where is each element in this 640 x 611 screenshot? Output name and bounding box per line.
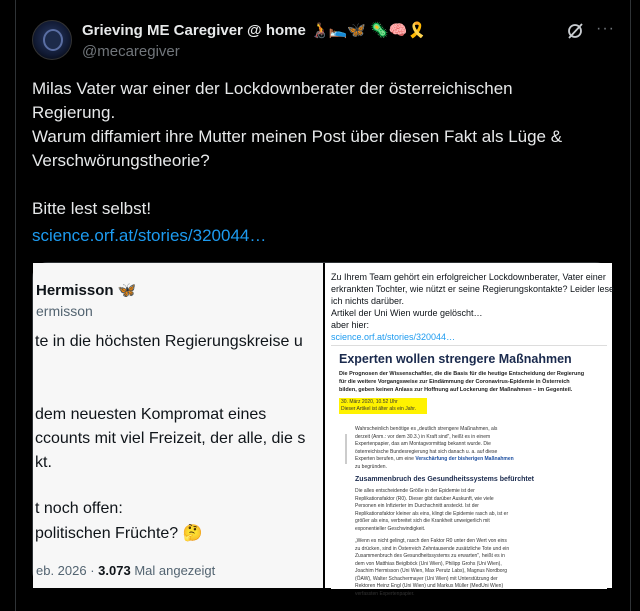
article-inline-link: Verschärfung der bisherigen Maßnahmen xyxy=(415,456,514,462)
para-line: dem von Matthias Beiglböck (Uni Wien), Philipp Grohs (Uni Wien), xyxy=(355,560,502,567)
para-line: Rektoren Heinz Engl (Uni Wien) und Markus Müller (MedUni Wien) xyxy=(355,583,504,589)
grok-icon[interactable] xyxy=(566,22,584,40)
para-line: Replikationsfaktor kleiner als eins, klingt die Epidemie rasch ab, ist er xyxy=(355,510,509,517)
reply-line: erkrankten Tochter, wie nützt er seine Regierungskontakte? Leider lese xyxy=(331,284,614,294)
article-paragraph xyxy=(355,426,600,471)
para-line: derzeit (Anm.: vor dem 30.3.) in Kraft sind", heißt es in einem xyxy=(355,433,491,440)
post-text-line: Warum diffamiert ihre Mutter meinen Post über diesen Fakt als Lüge & xyxy=(32,127,563,146)
para-line: größer als eins, verbreitet sich die Krankheit unweigerlich mit xyxy=(355,518,490,524)
article-paragraph xyxy=(355,538,600,598)
para-line: Personen ein Infizierter im Durchschnitt ansteckt. Ist der xyxy=(355,503,479,509)
quoted-line: kt. xyxy=(35,454,52,471)
reply-text xyxy=(331,271,614,343)
para-line: Expertenpapier, das am Montagvormittag bekannt wurde. Die xyxy=(355,441,491,447)
para-line: Wahrscheinlich benötige es „deutlich strengere Maßnahmen, als xyxy=(355,426,498,432)
display-name[interactable]: Grieving ME Caregiver @ home 🧑‍🦽🛌🦋 🦠🧠🎗️ xyxy=(82,22,427,39)
quoted-name: Hermisson 🦋 xyxy=(36,282,137,299)
quote-bar xyxy=(345,434,347,464)
lead-line: bilden, geben keinen Anlass zur Hoffnung auf Lockerung der Maßnahmen – im Gegenteil. xyxy=(339,387,573,393)
para-line: verfassten Expertenpapier. xyxy=(355,590,415,597)
post-link[interactable]: science.orf.at/stories/320044… xyxy=(32,226,267,245)
quoted-line: politischen Früchte? 🤔 xyxy=(35,525,203,542)
lead-line: Die Prognosen der Wissenschaftler, die die Basis für die heutige Entscheidung der Regierung xyxy=(339,371,585,377)
reply-line: ich nichts darüber. xyxy=(331,296,405,306)
media-attachment[interactable] xyxy=(32,262,614,597)
quoted-line: t noch offen: xyxy=(35,500,123,517)
para-line: Joachim Hermisson (Uni Wien, Max Perutz Labs), Magnus Nordborg xyxy=(355,568,507,574)
user-handle[interactable]: @mecaregiver xyxy=(82,43,180,60)
quoted-date: eb. 2026 · xyxy=(36,563,99,578)
article-lead xyxy=(339,370,604,394)
avatar[interactable] xyxy=(32,20,72,60)
quoted-handle: ermisson xyxy=(36,303,93,319)
quoted-views: 3.073 xyxy=(98,563,131,578)
article-paragraph xyxy=(355,488,600,533)
article-date-box xyxy=(339,398,427,414)
para-line: Zusammenbruch des Gesundheitssystems zu erwarten", heißt es in xyxy=(355,553,505,559)
para-line: „Wenn es nicht gelingt, rasch den Faktor R0 unter den Wert von eins xyxy=(355,538,507,544)
post-text-line: Regierung. xyxy=(32,103,116,122)
post-text-line: Bitte lest selbst! xyxy=(32,199,152,218)
post-text xyxy=(32,77,592,221)
quoted-line: te in die höchsten Regierungskreise u xyxy=(35,333,303,350)
media-image-right[interactable] xyxy=(325,263,614,597)
para-line: zu begründen. xyxy=(355,463,387,470)
post-text-line: Milas Vater war einer der Lockdownberater der österreichischen xyxy=(32,79,513,98)
article-date: 30. März 2020, 10.52 Uhr xyxy=(341,399,398,405)
post-text-line xyxy=(32,173,592,197)
more-icon[interactable]: ··· xyxy=(596,20,615,37)
lead-line: für die weitere Vorgangsweise zur Eindämmung der Coronavirus-Epidemie in Österreich xyxy=(339,379,570,385)
media-image-left[interactable] xyxy=(33,263,323,588)
post-text-line: Verschwörungstheorie? xyxy=(32,151,210,170)
para-line: Die alles entscheidende Größe in der Epidemie ist der xyxy=(355,488,475,494)
quoted-line: dem neuesten Kompromat eines xyxy=(35,406,267,423)
para-line: zu drücken, sind in Österreich Zehntausende zusätzliche Tote und ein xyxy=(355,545,510,552)
para-line: (ÖAW), Walter Schachermayer (Uni Wien) mit Unterstützung der xyxy=(355,575,498,582)
quoted-meta xyxy=(36,563,215,578)
reply-line: Zu Ihrem Team gehört ein erfolgreicher Lockdownberater, Vater einer xyxy=(331,272,606,282)
article-title: Experten wollen strengere Maßnahmen xyxy=(339,352,572,366)
para-line: Experten berufen, um eine xyxy=(355,456,414,462)
para-line: Replikationsfaktor (R0). Dieser gibt darüber Auskunft, wie viele xyxy=(355,495,494,502)
reply-line: Artikel der Uni Wien wurde gelöscht… xyxy=(331,308,483,318)
quoted-line: ccounts mit viel Freizeit, der alle, die s xyxy=(35,430,306,447)
reply-line: aber hier: xyxy=(331,320,370,330)
para-line: exponentieller Geschwindigkeit. xyxy=(355,525,426,532)
para-line: österreichische Bundesregierung hat sich danach u. a. auf diese xyxy=(355,448,498,455)
quoted-views-label: Mal angezeigt xyxy=(130,563,216,578)
article-subtitle: Zusammenbruch des Gesundheitssystems befürchtet xyxy=(355,476,534,483)
article-screenshot xyxy=(331,345,607,597)
article-age-note: Dieser Artikel ist älter als ein Jahr. xyxy=(341,406,417,412)
reply-link: science.orf.at/stories/320044… xyxy=(331,332,456,342)
